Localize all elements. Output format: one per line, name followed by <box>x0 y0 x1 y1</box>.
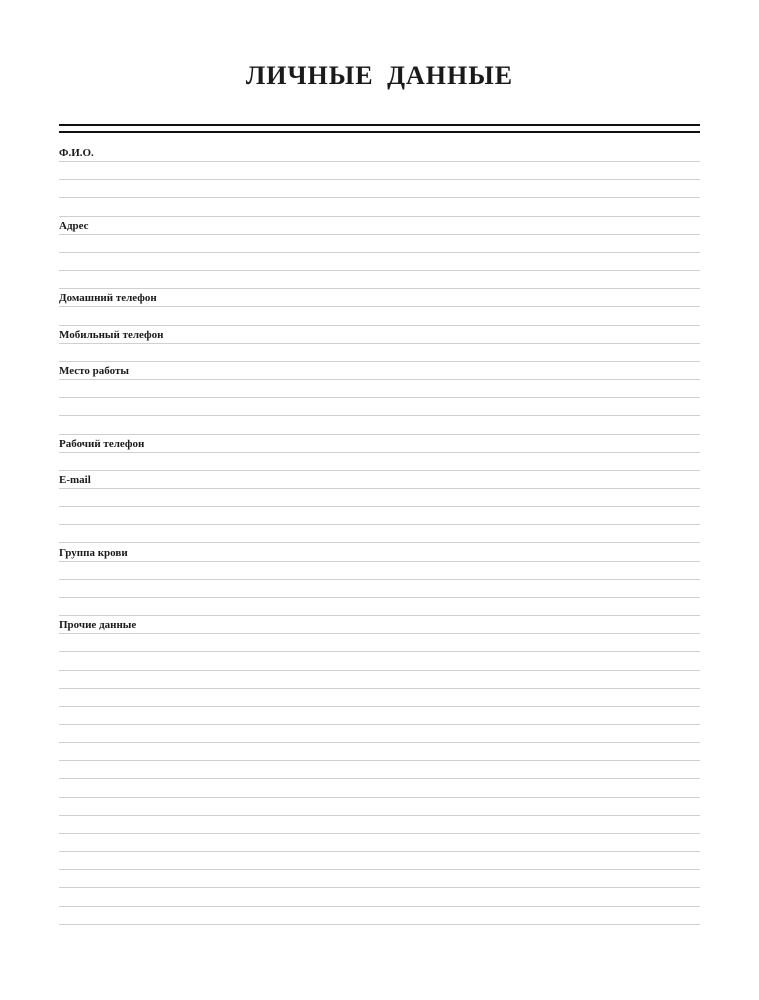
field-line[interactable] <box>59 217 700 235</box>
field-label: Рабочий телефон <box>59 438 147 451</box>
field-label: Мобильный телефон <box>59 329 167 342</box>
blank-line[interactable] <box>59 525 700 543</box>
blank-line[interactable] <box>59 253 700 271</box>
form-lines <box>59 144 700 925</box>
blank-line[interactable] <box>59 198 700 216</box>
blank-line[interactable] <box>59 489 700 507</box>
field-label: E-mail <box>59 474 94 487</box>
blank-line[interactable] <box>59 307 700 325</box>
field-line[interactable] <box>59 616 700 634</box>
blank-line[interactable] <box>59 816 700 834</box>
field-line[interactable] <box>59 435 700 453</box>
blank-line[interactable] <box>59 707 700 725</box>
blank-line[interactable] <box>59 416 700 434</box>
blank-line[interactable] <box>59 689 700 707</box>
blank-line[interactable] <box>59 235 700 253</box>
field-line[interactable] <box>59 326 700 344</box>
blank-line[interactable] <box>59 180 700 198</box>
blank-line[interactable] <box>59 344 700 362</box>
blank-line[interactable] <box>59 453 700 471</box>
blank-line[interactable] <box>59 798 700 816</box>
title-divider-bottom <box>59 131 700 133</box>
blank-line[interactable] <box>59 562 700 580</box>
field-line[interactable] <box>59 543 700 561</box>
blank-line[interactable] <box>59 580 700 598</box>
blank-line[interactable] <box>59 398 700 416</box>
blank-line[interactable] <box>59 507 700 525</box>
field-line[interactable] <box>59 144 700 162</box>
blank-line[interactable] <box>59 380 700 398</box>
blank-line[interactable] <box>59 834 700 852</box>
blank-line[interactable] <box>59 761 700 779</box>
blank-line[interactable] <box>59 671 700 689</box>
page-title: ЛИЧНЫЕ ДАННЫЕ <box>245 61 514 90</box>
blank-line[interactable] <box>59 598 700 616</box>
blank-line[interactable] <box>59 271 700 289</box>
title-divider-top <box>59 124 700 126</box>
blank-line[interactable] <box>59 870 700 888</box>
field-label: Прочие данные <box>59 619 139 632</box>
field-label: Ф.И.О. <box>59 147 97 160</box>
blank-line[interactable] <box>59 652 700 670</box>
field-line[interactable] <box>59 362 700 380</box>
blank-line[interactable] <box>59 743 700 761</box>
field-label: Место работы <box>59 365 132 378</box>
blank-line[interactable] <box>59 888 700 906</box>
blank-line[interactable] <box>59 779 700 797</box>
field-label: Домашний телефон <box>59 292 160 305</box>
field-label: Группа крови <box>59 547 131 560</box>
field-label: Адрес <box>59 220 92 233</box>
blank-line[interactable] <box>59 162 700 180</box>
blank-line[interactable] <box>59 725 700 743</box>
blank-line[interactable] <box>59 634 700 652</box>
field-line[interactable] <box>59 289 700 307</box>
blank-line[interactable] <box>59 907 700 925</box>
field-line[interactable] <box>59 471 700 489</box>
blank-line[interactable] <box>59 852 700 870</box>
